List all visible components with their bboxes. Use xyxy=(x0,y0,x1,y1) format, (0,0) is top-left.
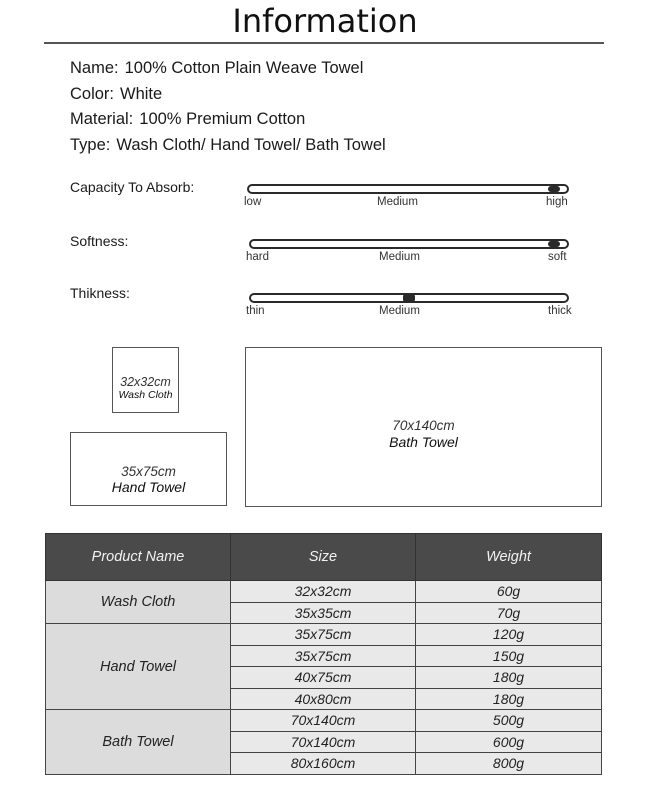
thickness-label: Thikness: xyxy=(70,285,130,301)
thickness-scale-bar xyxy=(249,293,569,303)
table-row xyxy=(46,624,602,646)
size-cell: 70x140cm xyxy=(231,731,416,753)
softness-scale-marker xyxy=(548,241,560,247)
header-weight: Weight xyxy=(416,534,602,581)
thickness-tick-mid: Medium xyxy=(379,305,420,317)
bath-towel-dimension: 70x140cm xyxy=(392,418,455,433)
info-name-key: Name: xyxy=(70,59,119,77)
weight-cell: 500g xyxy=(416,710,602,732)
hand-towel-dimension: 35x75cm xyxy=(121,464,176,479)
softness-label: Softness: xyxy=(70,233,129,249)
thickness-tick-high: thick xyxy=(548,305,572,317)
weight-cell: 600g xyxy=(416,731,602,753)
bath-towel-size-box xyxy=(245,347,602,507)
weight-cell: 180g xyxy=(416,667,602,689)
info-type-value: Wash Cloth/ Hand Towel/ Bath Towel xyxy=(116,136,386,154)
absorb-tick-high: high xyxy=(546,196,568,208)
title-divider xyxy=(44,42,604,44)
wash-cloth-size-box xyxy=(112,347,179,413)
weight-cell: 70g xyxy=(416,602,602,624)
size-cell: 35x35cm xyxy=(231,602,416,624)
bath-towel-name: Bath Towel xyxy=(389,434,458,450)
size-cell: 35x75cm xyxy=(231,624,416,646)
info-name-value: 100% Cotton Plain Weave Towel xyxy=(124,59,364,77)
info-color-value: White xyxy=(120,85,163,103)
info-color xyxy=(70,85,162,104)
size-cell: 80x160cm xyxy=(231,753,416,775)
softness-tick-high: soft xyxy=(548,251,567,263)
size-cell: 32x32cm xyxy=(231,581,416,603)
info-material xyxy=(70,110,305,129)
thickness-scale-marker xyxy=(403,295,415,301)
group-wash-cloth: Wash Cloth xyxy=(46,581,231,624)
absorb-scale-bar xyxy=(247,184,569,194)
info-color-key: Color: xyxy=(70,85,115,103)
softness-tick-mid: Medium xyxy=(379,251,420,263)
absorb-label: Capacity To Absorb: xyxy=(70,179,195,195)
absorb-scale-marker xyxy=(548,186,560,192)
header-size: Size xyxy=(231,534,416,581)
absorb-tick-low: low xyxy=(244,196,262,208)
softness-scale-bar xyxy=(249,239,569,249)
weight-cell: 800g xyxy=(416,753,602,775)
info-name xyxy=(70,59,363,78)
thickness-tick-low: thin xyxy=(246,305,265,317)
hand-towel-size-box xyxy=(70,432,227,506)
group-hand-towel: Hand Towel xyxy=(46,624,231,710)
info-material-key: Material: xyxy=(70,110,134,128)
group-bath-towel: Bath Towel xyxy=(46,710,231,775)
absorb-scale-fill xyxy=(249,186,567,192)
absorb-tick-mid: Medium xyxy=(377,196,418,208)
page-title: Information xyxy=(232,2,418,40)
weight-cell: 60g xyxy=(416,581,602,603)
weight-cell: 150g xyxy=(416,645,602,667)
weight-cell: 120g xyxy=(416,624,602,646)
table-header-row xyxy=(46,534,602,581)
table-row xyxy=(46,710,602,732)
table-row xyxy=(46,581,602,603)
size-cell: 70x140cm xyxy=(231,710,416,732)
header-product-name: Product Name xyxy=(46,534,231,581)
wash-cloth-dimension: 32x32cm xyxy=(120,375,171,389)
size-cell: 35x75cm xyxy=(231,645,416,667)
info-type xyxy=(70,136,386,155)
info-material-value: 100% Premium Cotton xyxy=(139,110,306,128)
softness-tick-low: hard xyxy=(246,251,270,263)
spec-table xyxy=(45,533,602,775)
size-cell: 40x75cm xyxy=(231,667,416,689)
size-cell: 40x80cm xyxy=(231,688,416,710)
info-type-key: Type: xyxy=(70,136,111,154)
weight-cell: 180g xyxy=(416,688,602,710)
wash-cloth-name: Wash Cloth xyxy=(118,389,173,401)
hand-towel-name: Hand Towel xyxy=(111,479,186,495)
